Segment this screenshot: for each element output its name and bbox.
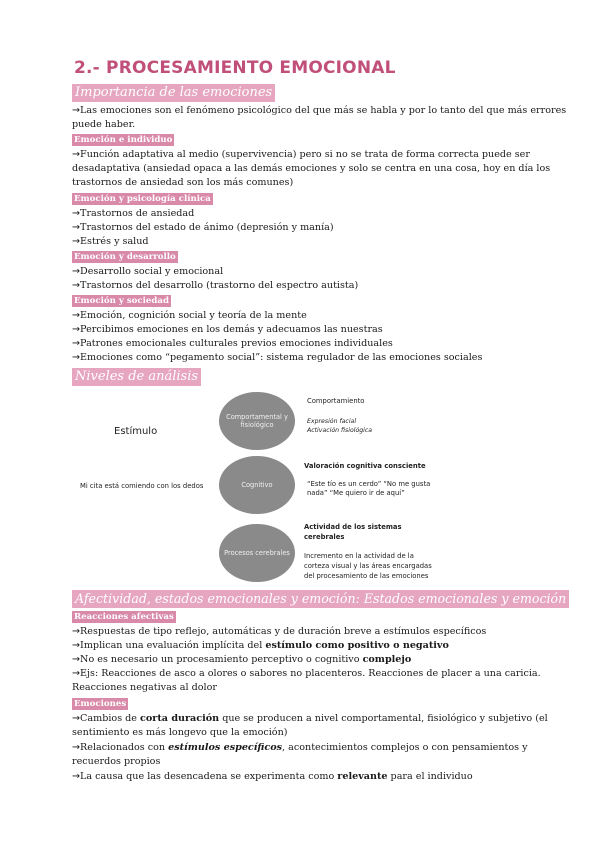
text: Relacionados con <box>80 742 169 753</box>
diagram-cog-title: Valoración cognitiva consciente <box>304 462 426 470</box>
diagram-cog-quote: nada” “Me quiero ir de aquí” <box>307 489 405 497</box>
list-item: Reacciones negativas al dolor <box>72 682 217 693</box>
section-heading-niveles: Niveles de análisis <box>72 368 201 386</box>
diagram-circle-cerebrales: Procesos cerebrales <box>219 524 295 582</box>
label-emociones: Emociones <box>74 699 127 709</box>
diagram-circle-cognitivo: Cognitivo <box>219 456 295 514</box>
label-reacciones-afectivas: Reacciones afectivas <box>74 612 174 622</box>
bold-text: relevante <box>337 771 388 782</box>
intro-line <box>72 104 567 118</box>
list-item <box>72 741 532 755</box>
arrow-icon: → <box>72 310 81 321</box>
arrow-icon: → <box>72 222 81 233</box>
arrow-icon: → <box>72 626 81 637</box>
text: Desarrollo social y emocional <box>80 266 224 277</box>
label-emocion-individuo: Emoción e individuo <box>74 135 173 145</box>
list-item <box>72 309 532 323</box>
text: Percibimos emociones en los demás y adecuamos las nuestras <box>80 324 383 335</box>
list-item <box>72 625 532 639</box>
arrow-icon: → <box>72 338 81 349</box>
text: Trastornos del estado de ánimo (depresión y manía) <box>80 222 334 233</box>
diagram-circle-comportamental: Comportamental y fisiológico <box>219 392 295 450</box>
arrow-icon: → <box>72 236 81 247</box>
page-title: 2.- PROCESAMIENTO EMOCIONAL <box>74 58 396 78</box>
text: Trastornos de ansiedad <box>80 208 195 219</box>
text: , acontecimientos complejos o con pensamientos y <box>282 742 528 753</box>
arrow-icon: → <box>72 208 81 219</box>
list-item <box>72 639 532 653</box>
label-emocion-psicologia: Emoción y psicología clínica <box>74 194 211 204</box>
diagram-comp-item: Activación fisiológica <box>307 427 373 434</box>
diagram-cer-title: Actividad de los sistemas <box>304 523 402 531</box>
text: Cambios de <box>80 713 141 724</box>
text: Las emociones son el fenómeno psicológico del que más se habla y por lo tanto del que más errores <box>80 105 567 116</box>
diagram-cer-desc: Incremento en la actividad de la <box>304 552 414 560</box>
text: Estrés y salud <box>80 236 149 247</box>
text: Patrones emocionales culturales previos emociones individuales <box>80 338 393 349</box>
bold-text: estímulo como positivo o negativo <box>265 640 449 651</box>
arrow-icon: → <box>72 713 81 724</box>
list-item <box>72 667 541 681</box>
individuo-line: trastornos de ansiedad son los más comunes) <box>72 177 294 188</box>
list-item <box>72 337 532 351</box>
arrow-icon: → <box>72 149 81 160</box>
diagram-estimulo: Estímulo <box>114 426 158 437</box>
text: para el individuo <box>387 771 473 782</box>
label-emocion-sociedad: Emoción y sociedad <box>74 296 169 306</box>
arrow-icon: → <box>72 654 81 665</box>
bold-text: corta duración <box>140 713 220 724</box>
text: Respuestas de tipo reflejo, automáticas y de duración breve a estímulos específicos <box>80 626 487 637</box>
individuo-line: desadaptativa (ansiedad opaca a las demás emociones y solo se centra en una cosa, hoy en día los <box>72 163 551 174</box>
list-item <box>72 279 532 293</box>
text: No es necesario un procesamiento perceptivo o cognitivo <box>80 654 363 665</box>
diagram-cer-desc: del procesamiento de las emociones <box>304 572 429 580</box>
bold-text: complejo <box>362 654 412 665</box>
text: Trastornos del desarrollo (trastorno del espectro autista) <box>80 280 359 291</box>
arrow-icon: → <box>72 280 81 291</box>
arrow-icon: → <box>72 771 81 782</box>
text: La causa que las desencadena se experimenta como <box>80 771 338 782</box>
bold-text: estímulos específicos <box>168 742 283 753</box>
text: Ejs: Reacciones de asco a olores o sabores no placenteros. Reacciones de placer a una caricia. <box>80 668 541 679</box>
intro-line: puede haber. <box>72 119 136 130</box>
diagram-comp-title: Comportamiento <box>307 397 365 405</box>
list-item <box>72 323 532 337</box>
section-heading-importancia: Importancia de las emociones <box>72 84 275 102</box>
arrow-icon: → <box>72 640 81 651</box>
list-item <box>72 712 548 726</box>
list-item <box>72 653 532 667</box>
list-item: recuerdos propios <box>72 756 161 767</box>
list-item <box>72 207 532 221</box>
text: Implican una evaluación implícita del <box>80 640 266 651</box>
arrow-icon: → <box>72 668 81 679</box>
arrow-icon: → <box>72 266 81 277</box>
label-emocion-desarrollo: Emoción y desarrollo <box>74 252 176 262</box>
diagram-cer-title: cerebrales <box>304 533 345 541</box>
arrow-icon: → <box>72 352 81 363</box>
diagram-estimulo-desc: Mi cita está comiendo con los dedos <box>80 482 204 490</box>
list-item <box>72 265 532 279</box>
list-item <box>72 351 532 365</box>
text: Emoción, cognición social y teoría de la mente <box>80 310 307 321</box>
diagram-cer-desc: corteza visual y las áreas encargadas <box>304 562 432 570</box>
list-item: sentimiento es más longevo que la emoción) <box>72 727 288 738</box>
text: Emociones como “pegamento social”: sistema regulador de las emociones sociales <box>80 352 483 363</box>
text: Función adaptativa al medio (supervivencia) pero si no se trata de forma correcta puede ser <box>80 149 530 160</box>
list-item <box>72 221 532 235</box>
section-heading-afectividad: Afectividad, estados emocionales y emoción: Estados emocionales y emoción <box>72 590 569 608</box>
arrow-icon: → <box>72 105 81 116</box>
diagram-cog-quote: “Este tío es un cerdo” “No me gusta <box>307 480 431 488</box>
individuo-line <box>72 148 532 162</box>
list-item <box>72 235 532 249</box>
diagram-comp-item: Expresión facial <box>307 418 357 425</box>
arrow-icon: → <box>72 324 81 335</box>
list-item <box>72 770 532 784</box>
text: que se producen a nivel comportamental, fisiológico y subjetivo (el <box>219 713 548 724</box>
arrow-icon: → <box>72 742 81 753</box>
